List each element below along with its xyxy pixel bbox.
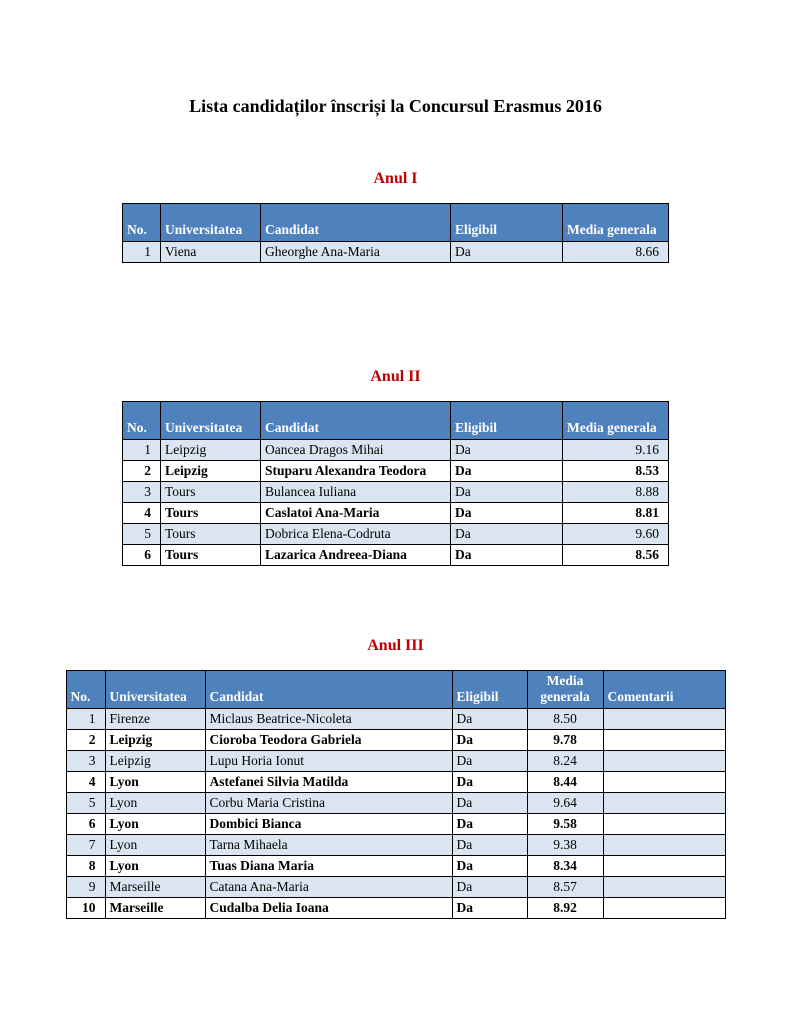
section-heading-anul-ii: Anul II — [370, 368, 421, 385]
table-cell: Firenze — [105, 709, 205, 730]
table-row — [66, 793, 725, 814]
table-cell: 8.92 — [527, 898, 603, 919]
column-header: No. — [123, 204, 161, 242]
table-cell: 8.34 — [527, 856, 603, 877]
table-cell: 9 — [66, 877, 105, 898]
table-anul-iii — [66, 670, 726, 919]
table-cell: Dobrica Elena-Codruta — [261, 524, 451, 545]
table-cell: Corbu Maria Cristina — [205, 793, 452, 814]
table-cell: Leipzig — [105, 730, 205, 751]
table-cell: Lyon — [105, 793, 205, 814]
table-cell: Da — [452, 856, 527, 877]
table-cell: Leipzig — [161, 461, 261, 482]
table-row — [123, 482, 669, 503]
table-cell: 3 — [66, 751, 105, 772]
table-cell: Lazarica Andreea-Diana — [261, 545, 451, 566]
table-row — [123, 461, 669, 482]
table-cell: Marseille — [105, 898, 205, 919]
table-cell: 9.16 — [563, 440, 669, 461]
table-cell: 9.64 — [527, 793, 603, 814]
table-header-row — [123, 204, 669, 242]
table-cell: 9.58 — [527, 814, 603, 835]
column-header: Eligibil — [451, 204, 563, 242]
table-cell: Da — [451, 545, 563, 566]
table-cell: Da — [451, 440, 563, 461]
table-cell: Da — [452, 814, 527, 835]
table-cell: Cudalba Delia Ioana — [205, 898, 452, 919]
table-cell: 8 — [66, 856, 105, 877]
table-cell: 6 — [66, 814, 105, 835]
table-row — [123, 524, 669, 545]
table-cell: Da — [452, 835, 527, 856]
table-cell: Da — [451, 482, 563, 503]
column-header: Candidat — [205, 671, 452, 709]
table-cell — [603, 730, 725, 751]
table-cell: Leipzig — [105, 751, 205, 772]
table-cell: 1 — [123, 440, 161, 461]
table-row — [123, 440, 669, 461]
table-cell: 8.53 — [563, 461, 669, 482]
table-cell: 8.24 — [527, 751, 603, 772]
table-cell: Marseille — [105, 877, 205, 898]
table-cell: Da — [451, 461, 563, 482]
column-header: Eligibil — [452, 671, 527, 709]
table-cell — [603, 814, 725, 835]
section-heading-anul-i: Anul I — [373, 170, 418, 187]
table-cell: Da — [452, 751, 527, 772]
column-header: Universitatea — [105, 671, 205, 709]
column-header: Media generala — [563, 402, 669, 440]
table-cell: 10 — [66, 898, 105, 919]
table-row — [66, 856, 725, 877]
table-cell: Da — [452, 793, 527, 814]
table-cell: Gheorghe Ana-Maria — [261, 242, 451, 263]
table-cell: Tours — [161, 524, 261, 545]
table-cell: 1 — [66, 709, 105, 730]
table-cell: Catana Ana-Maria — [205, 877, 452, 898]
table-row — [123, 503, 669, 524]
document-title: Lista candidaților înscriși la Concursul Erasmus 2016 — [189, 96, 602, 116]
table-cell: Lupu Horia Ionut — [205, 751, 452, 772]
table-row — [66, 814, 725, 835]
table-cell — [603, 877, 725, 898]
table-cell: Tours — [161, 503, 261, 524]
table-cell: 9.60 — [563, 524, 669, 545]
table-cell: Leipzig — [161, 440, 261, 461]
column-header: Universitatea — [161, 402, 261, 440]
table-cell: Da — [451, 524, 563, 545]
table-cell — [603, 751, 725, 772]
table-cell: Oancea Dragos Mihai — [261, 440, 451, 461]
table-cell: Tours — [161, 545, 261, 566]
table-cell: Lyon — [105, 814, 205, 835]
table-cell: Dombici Bianca — [205, 814, 452, 835]
table-anul-ii — [122, 401, 669, 566]
table-cell: Lyon — [105, 772, 205, 793]
table-cell: 3 — [123, 482, 161, 503]
section-heading-anul-iii: Anul III — [367, 637, 424, 654]
table-row — [123, 545, 669, 566]
table-row — [66, 772, 725, 793]
table-header-row — [123, 402, 669, 440]
table-cell: Da — [452, 877, 527, 898]
column-header: Media generala — [527, 671, 603, 709]
table-cell: Tuas Diana Maria — [205, 856, 452, 877]
table-cell: 1 — [123, 242, 161, 263]
table-cell: 9.78 — [527, 730, 603, 751]
table-cell: Astefanei Silvia Matilda — [205, 772, 452, 793]
table-cell: 8.81 — [563, 503, 669, 524]
table-cell: Da — [452, 898, 527, 919]
table-cell: 6 — [123, 545, 161, 566]
column-header: Candidat — [261, 402, 451, 440]
table-cell: 9.38 — [527, 835, 603, 856]
table-cell: Da — [451, 503, 563, 524]
table-cell: Miclaus Beatrice-Nicoleta — [205, 709, 452, 730]
table-cell: Cioroba Teodora Gabriela — [205, 730, 452, 751]
table-row — [66, 751, 725, 772]
column-header: Universitatea — [161, 204, 261, 242]
table-cell — [603, 772, 725, 793]
table-cell — [603, 898, 725, 919]
table-cell: 8.66 — [563, 242, 669, 263]
table-row — [66, 835, 725, 856]
table-cell: 4 — [123, 503, 161, 524]
table-cell: Lyon — [105, 856, 205, 877]
table-cell: Stuparu Alexandra Teodora — [261, 461, 451, 482]
table-header-row — [66, 671, 725, 709]
table-cell: 8.50 — [527, 709, 603, 730]
table-cell: Da — [452, 772, 527, 793]
table-cell: Viena — [161, 242, 261, 263]
table-cell — [603, 709, 725, 730]
table-row — [123, 242, 669, 263]
table-anul-i — [122, 203, 669, 263]
table-cell: 4 — [66, 772, 105, 793]
column-header: Eligibil — [451, 402, 563, 440]
table-cell: 8.56 — [563, 545, 669, 566]
table-cell: Lyon — [105, 835, 205, 856]
table-cell: 8.88 — [563, 482, 669, 503]
column-header: No. — [66, 671, 105, 709]
table-cell: 2 — [123, 461, 161, 482]
table-cell — [603, 835, 725, 856]
table-cell: 8.44 — [527, 772, 603, 793]
column-header: No. — [123, 402, 161, 440]
table-row — [66, 730, 725, 751]
table-cell: 5 — [123, 524, 161, 545]
table-row — [66, 898, 725, 919]
table-cell: Bulancea Iuliana — [261, 482, 451, 503]
table-cell: 2 — [66, 730, 105, 751]
table-cell: Da — [452, 730, 527, 751]
table-row — [66, 877, 725, 898]
column-header: Candidat — [261, 204, 451, 242]
table-cell: 8.57 — [527, 877, 603, 898]
table-cell — [603, 856, 725, 877]
table-cell: Caslatoi Ana-Maria — [261, 503, 451, 524]
table-cell: Da — [451, 242, 563, 263]
table-cell: Da — [452, 709, 527, 730]
table-cell: Tours — [161, 482, 261, 503]
table-cell — [603, 793, 725, 814]
column-header: Comentarii — [603, 671, 725, 709]
table-cell: Tarna Mihaela — [205, 835, 452, 856]
table-row — [66, 709, 725, 730]
table-cell: 5 — [66, 793, 105, 814]
column-header: Media generala — [563, 204, 669, 242]
table-cell: 7 — [66, 835, 105, 856]
